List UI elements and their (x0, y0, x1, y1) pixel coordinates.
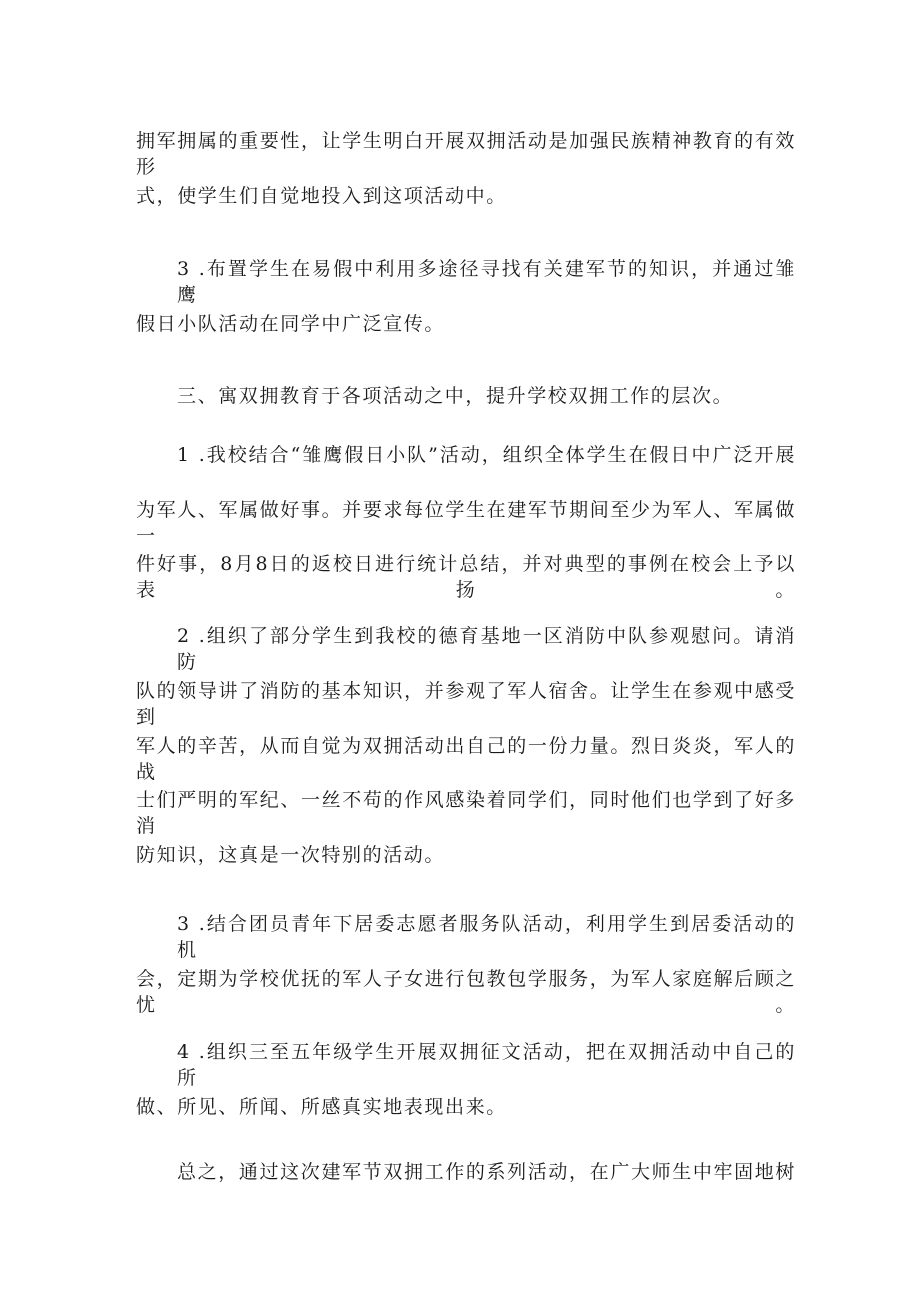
paragraph-line: 队的领导讲了消防的基本知识，并参观了军人宿舍。让学生在参观中感受到 (136, 680, 796, 728)
paragraph-line: 1 .我校结合“雏鹰假日小队”活动，组织全体学生在假日中广泛开展 (177, 444, 796, 466)
paragraph-line: 拥军拥属的重要性，让学生明白开展双拥活动是加强民族精神教育的有效形 (136, 130, 796, 178)
paragraph-line: 2 .组织了部分学生到我校的德育基地一区消防中队参观慰问。请消防 (177, 625, 796, 673)
paragraph-line: 为军人、军属做好事。并要求每位学生在建军节期间至少为军人、军属做一 (136, 499, 796, 547)
paragraph-line: 3 .结合团员青年下居委志愿者服务队活动，利用学生到居委活动的机 (177, 913, 796, 961)
paragraph-line: 防知识，这真是一次特别的活动。 (136, 844, 446, 866)
paragraph-line: 件好事，8月8日的返校日进行统计总结，并对典型的事例在校会上予以表扬。 (136, 553, 796, 601)
paragraph-line: 假日小队活动在同学中广泛宣传。 (136, 313, 446, 335)
paragraph-line: 士们严明的军纪、一丝不苟的作风感染着同学们，同时他们也学到了好多消 (136, 789, 796, 837)
paragraph-line: 式，使学生们自觉地投入到这项活动中。 (136, 185, 507, 207)
paragraph-line: 会，定期为学校优抚的军人子女进行包教包学服务，为军人家庭解后顾之忧。 (136, 968, 796, 1016)
paragraph-line: 军人的辛苦，从而自觉为双拥活动出自己的一份力量。烈日炎炎，军人的战 (136, 735, 796, 783)
section-heading: 三、寓双拥教育于各项活动之中，提升学校双拥工作的层次。 (177, 385, 734, 407)
paragraph-line: 做、所见、所闻、所感真实地表现出来。 (136, 1096, 507, 1118)
paragraph-line: 总之，通过这次建军节双拥工作的系列活动，在广大师生中牢固地树 (177, 1161, 796, 1183)
paragraph-line: 3 .布置学生在易假中利用多途径寻找有关建军节的知识，并通过雏鹰 (177, 258, 796, 306)
paragraph-line: 4 .组织三至五年级学生开展双拥征文活动，把在双拥活动中自己的所 (177, 1041, 796, 1089)
